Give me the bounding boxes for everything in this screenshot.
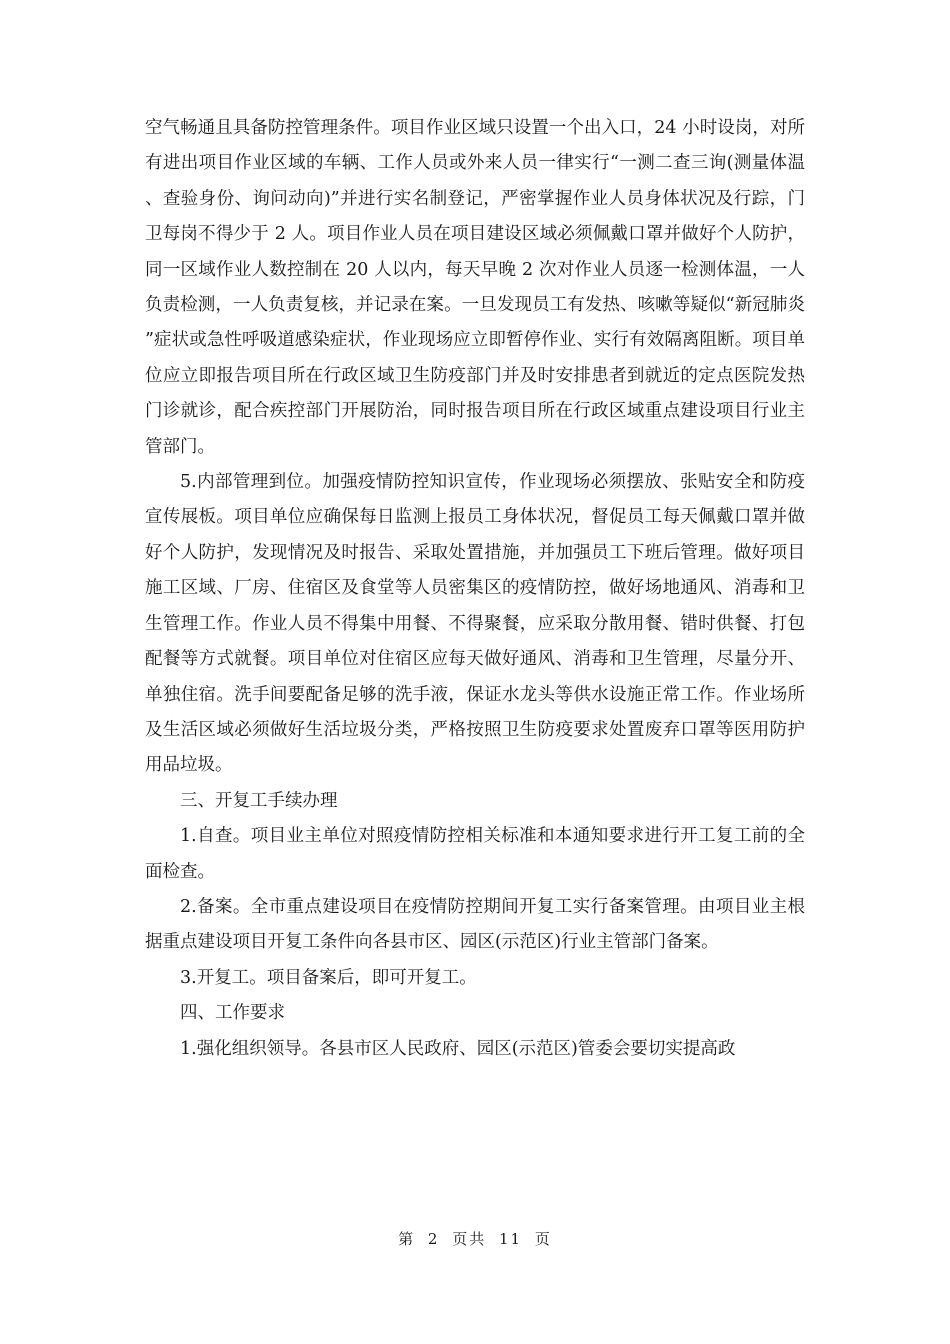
page-number-footer: 第 2 页共 11 页 xyxy=(398,1230,552,1248)
document-body xyxy=(145,111,805,1067)
paragraph-resume-work: 3.开复工。项目备案后，即可开复工。 xyxy=(180,967,477,988)
paragraph-internal-management: 5.内部管理到位。加强疫情防控知识宣传，作业现场必须摆放、张贴安全和防疫宣传展板。项目单位应确保每日监测上报员工身体状况，督促员工每天佩戴口罩并做好个人防护，发现情况及时报告、采取处置措施，并加强员工下班后管理。做好项目施工区域、厂房、住宿区及食堂等人员密集区的疫情防控，做好场地通风、消毒和卫生管理工作。作业人员不得集中用餐、不得聚餐，应采取分散用餐、错时供餐、打包配餐等方式就餐。项目单位对住宿区应每天做好通风、消毒和卫生管理，尽量分开、单独住宿。洗手间要配备足够的洗手液，保证水龙头等供水设施正常工作。作业场所及生活区域必须做好生活垃圾分类，严格按照卫生防疫要求处置废弃口罩等医用防护用品垃圾。 xyxy=(145,472,805,776)
paragraph-organizational-leadership: 1.强化组织领导。各县市区人民政府、园区(示范区)管委会要切实提高政 xyxy=(180,1038,736,1059)
section-heading-work-requirements: 四、工作要求 xyxy=(180,1003,285,1024)
section-heading-procedures: 三、开复工手续办理 xyxy=(180,790,338,811)
paragraph-epidemic-control-measures: 空气畅通且具备防控管理条件。项目作业区域只设置一个出入口，24 小时设岗，对所有进出项目作业区域的车辆、工作人员或外来人员一律实行“一测二查三询(测量体温、查验身份、询问动向)”并进行实名制登记，严密掌握作业人员身体状况及行踪，门卫每岗不得少于 2 人。项目作业人员在项目建设区域必须佩戴口罩并做好个人防护，同一区域作业人数控制在 20 人以内，每天早晚 2 次对作业人员逐一检测体温，一人负责检测，一人负责复核，并记录在案。一旦发现员工有发热、咳嗽等疑似“新冠肺炎”症状或急性呼吸道感染症状，作业现场应立即暂停作业、实行有效隔离阻断。项目单位应立即报告项目所在行政区域卫生防疫部门并及时安排患者到就近的定点医院发热门诊就诊，配合疾控部门开展防治，同时报告项目所在行政区域重点建设项目行业主管部门。 xyxy=(145,118,805,457)
paragraph-filing: 2.备案。全市重点建设项目在疫情防控期间开复工实行备案管理。由项目业主根据重点建设项目开复工条件向各县市区、园区(示范区)行业主管部门备案。 xyxy=(145,896,805,953)
paragraph-self-inspection: 1.自查。项目业主单位对照疫情防控相关标准和本通知要求进行开工复工前的全面检查。 xyxy=(145,826,805,882)
